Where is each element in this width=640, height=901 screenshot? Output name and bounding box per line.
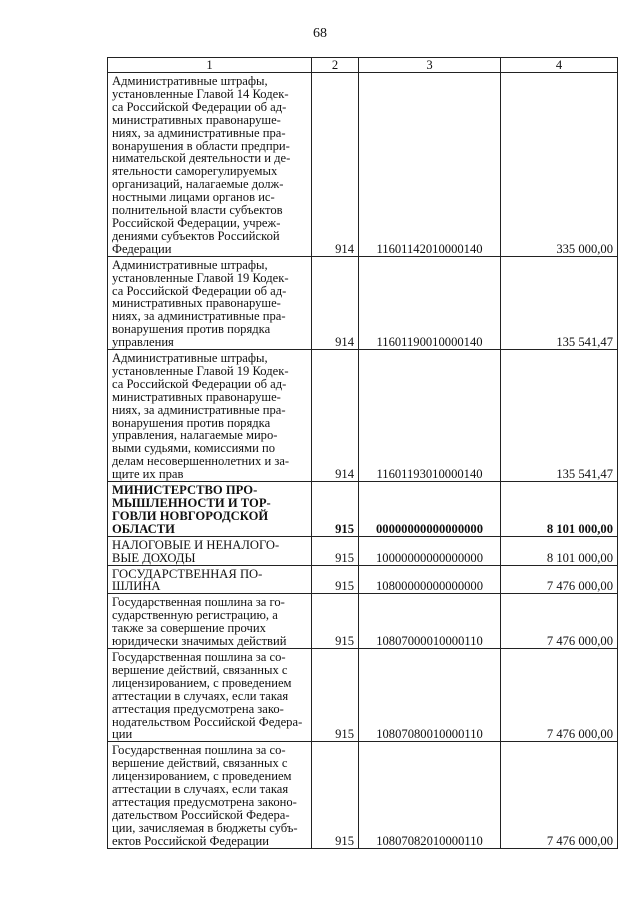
description-line: НАЛОГОВЫЕ И НЕНАЛОГО- xyxy=(112,537,280,552)
description-line: ниях, за административные пра- xyxy=(112,125,286,140)
table-row xyxy=(108,482,618,537)
description-line: дениями субъектов Российской xyxy=(112,228,280,243)
description-line: министративных правонаруше- xyxy=(112,112,281,127)
row-amount: 8 101 000,00 xyxy=(501,536,618,565)
row-amount: 7 476 000,00 xyxy=(501,742,618,848)
row-amount: 8 101 000,00 xyxy=(501,482,618,537)
revenue-table xyxy=(107,57,618,849)
description-line: вонарушения против порядка xyxy=(112,415,271,430)
description-line: ниях, за административные пра- xyxy=(112,309,286,324)
description-line: управления, налагаемые миро- xyxy=(112,428,278,443)
row-description xyxy=(108,742,312,848)
row-description xyxy=(108,648,312,741)
row-description xyxy=(108,536,312,565)
description-line: Российской Федерации, учреж- xyxy=(112,215,281,230)
row-admin-code: 914 xyxy=(312,256,359,349)
row-admin-code: 914 xyxy=(312,350,359,482)
row-budget-code: 10807082010000110 xyxy=(359,742,501,848)
row-amount: 7 476 000,00 xyxy=(501,594,618,649)
description-line: нодательством Российской Федера- xyxy=(112,714,303,729)
description-line: щите их прав xyxy=(112,467,184,482)
description-line: нимательской деятельности и де- xyxy=(112,151,291,166)
row-budget-code: 10800000000000000 xyxy=(359,565,501,594)
header-cell-1: 1 xyxy=(108,58,312,73)
header-cell-2: 2 xyxy=(312,58,359,73)
description-line: дательством Российской Федера- xyxy=(112,807,290,822)
row-description xyxy=(108,256,312,349)
table-row xyxy=(108,256,618,349)
description-line: са Российской Федерации об ад- xyxy=(112,376,287,391)
description-line: Административные штрафы, xyxy=(112,351,268,366)
description-line: выми судьями, комиссиями по xyxy=(112,441,275,456)
description-line: ШЛИНА xyxy=(112,579,161,594)
row-admin-code: 915 xyxy=(312,742,359,848)
description-line: управления xyxy=(112,335,174,350)
description-line: МИНИСТЕРСТВО ПРО- xyxy=(112,483,258,498)
row-budget-code: 10807080010000110 xyxy=(359,648,501,741)
description-line: ГОВЛИ НОВГОРОДСКОЙ xyxy=(112,508,269,523)
row-budget-code: 10807000010000110 xyxy=(359,594,501,649)
row-amount: 7 476 000,00 xyxy=(501,565,618,594)
table-body xyxy=(108,58,618,849)
row-description xyxy=(108,565,312,594)
row-admin-code: 915 xyxy=(312,594,359,649)
row-admin-code: 914 xyxy=(312,73,359,257)
description-line: вершение действий, связанных с xyxy=(112,662,288,677)
row-amount: 135 541,47 xyxy=(501,256,618,349)
row-budget-code: 11601193010000140 xyxy=(359,350,501,482)
table-row xyxy=(108,648,618,741)
table-row xyxy=(108,594,618,649)
row-budget-code: 11601142010000140 xyxy=(359,73,501,257)
description-line: Государственная пошлина за со- xyxy=(112,743,286,758)
table-row xyxy=(108,73,618,257)
description-line: установленные Главой 14 Кодек- xyxy=(112,86,289,101)
description-line: ГОСУДАРСТВЕННАЯ ПО- xyxy=(112,566,263,581)
description-line: полнительной власти субъектов xyxy=(112,203,283,218)
description-line: Административные штрафы, xyxy=(112,257,268,272)
description-line: са Российской Федерации об ад- xyxy=(112,99,287,114)
row-description xyxy=(108,594,312,649)
description-line: ции xyxy=(112,727,133,742)
description-line: организаций, налагаемые долж- xyxy=(112,177,284,192)
description-line: ностными лицами органов ис- xyxy=(112,190,275,205)
table-row xyxy=(108,350,618,482)
description-line: ниях, за административные пра- xyxy=(112,402,286,417)
row-admin-code: 915 xyxy=(312,648,359,741)
description-line: вершение действий, связанных с xyxy=(112,756,288,771)
description-line: Государственная пошлина за го- xyxy=(112,595,285,610)
description-line: установленные Главой 19 Кодек- xyxy=(112,363,289,378)
table-header-row xyxy=(108,58,618,73)
row-description xyxy=(108,73,312,257)
row-amount: 7 476 000,00 xyxy=(501,648,618,741)
description-line: са Российской Федерации об ад- xyxy=(112,283,287,298)
description-line: министративных правонаруше- xyxy=(112,389,281,404)
description-line: ектов Российской Федерации xyxy=(112,833,269,848)
description-line: установленные Главой 19 Кодек- xyxy=(112,270,289,285)
description-line: МЫШЛЕННОСТИ И ТОР- xyxy=(112,496,271,510)
row-amount: 335 000,00 xyxy=(501,73,618,257)
description-line: Федерации xyxy=(112,241,172,256)
header-cell-4: 4 xyxy=(501,58,618,73)
description-line: юридически значимых действий xyxy=(112,634,287,649)
row-budget-code: 00000000000000000 xyxy=(359,482,501,537)
description-line: сударственную регистрацию, а xyxy=(112,608,278,623)
row-budget-code: 10000000000000000 xyxy=(359,536,501,565)
row-admin-code: 915 xyxy=(312,482,359,537)
description-line: аттестация предусмотрена законо- xyxy=(112,794,297,809)
table-row xyxy=(108,742,618,848)
row-description xyxy=(108,350,312,482)
description-line: Административные штрафы, xyxy=(112,74,268,88)
row-admin-code: 915 xyxy=(312,565,359,594)
row-budget-code: 11601190010000140 xyxy=(359,256,501,349)
description-line: аттестации в случаях, если такая xyxy=(112,688,289,703)
description-line: также за совершение прочих xyxy=(112,621,266,636)
description-line: вонарушения против порядка xyxy=(112,322,271,337)
description-line: вонарушения в области предпри- xyxy=(112,138,290,153)
description-line: ятельности саморегулируемых xyxy=(112,164,278,179)
description-line: лицензированием, с проведением xyxy=(112,769,292,784)
row-amount: 135 541,47 xyxy=(501,350,618,482)
description-line: делам несовершеннолетних и за- xyxy=(112,454,290,469)
page-number: 68 xyxy=(313,26,327,41)
description-line: лицензированием, с проведением xyxy=(112,675,292,690)
row-admin-code: 915 xyxy=(312,536,359,565)
description-line: ции, зачисляемая в бюджеты субъ- xyxy=(112,820,298,835)
description-line: ОБЛАСТИ xyxy=(112,521,175,536)
description-line: аттестация предусмотрена зако- xyxy=(112,701,284,716)
description-line: аттестации в случаях, если такая xyxy=(112,782,289,797)
table-row xyxy=(108,536,618,565)
description-line: министративных правонаруше- xyxy=(112,296,281,311)
description-line: ВЫЕ ДОХОДЫ xyxy=(112,550,196,565)
table-row xyxy=(108,565,618,594)
header-cell-3: 3 xyxy=(359,58,501,73)
row-description xyxy=(108,482,312,537)
description-line: Государственная пошлина за со- xyxy=(112,649,286,664)
